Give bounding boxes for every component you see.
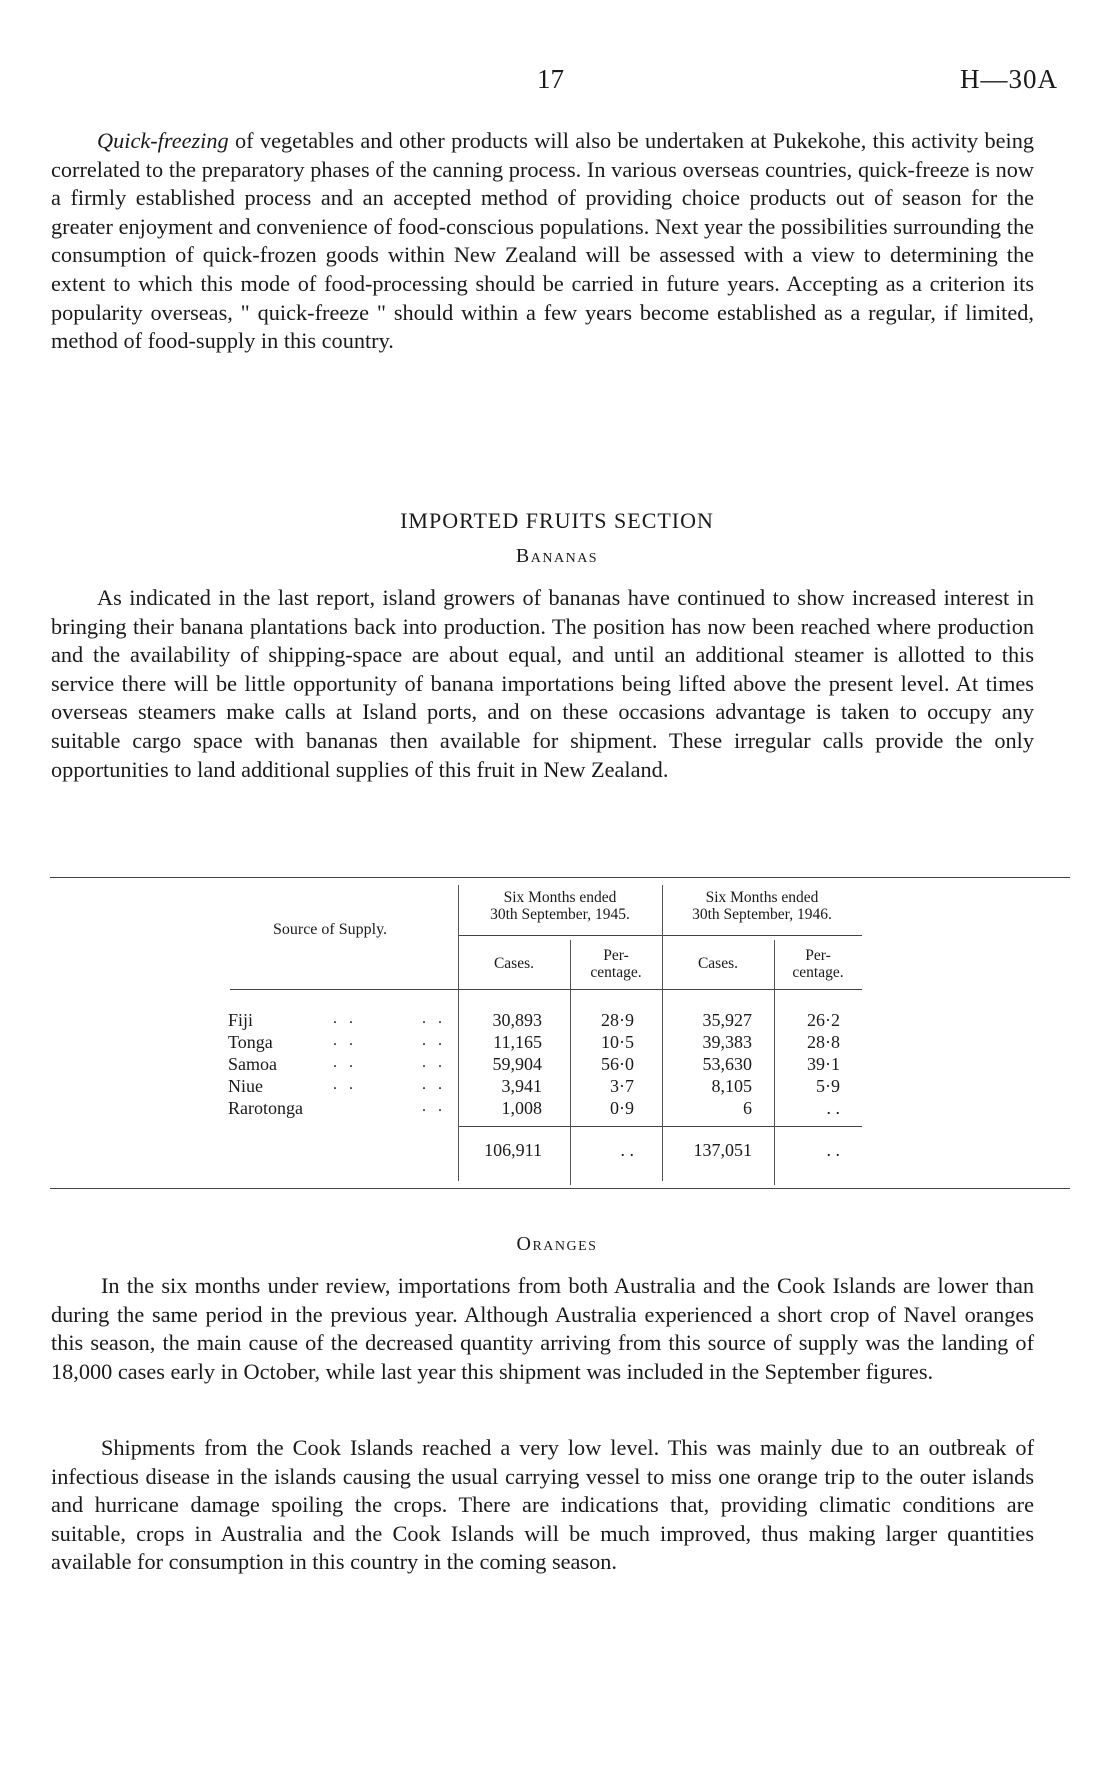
pct-1945: 56·0 — [601, 1054, 634, 1074]
document-reference: H—30A — [960, 64, 1058, 94]
table-top-rule — [50, 877, 1070, 878]
leader-dots: . . — [422, 1054, 446, 1071]
period-1946-line2: 30th September, 1946. — [692, 906, 832, 923]
cases-1945: 3,941 — [501, 1076, 542, 1096]
quick-freeze-text: of vegetables and other products will also be undertaken at Pukekohe, this activity being correlated to the preparatory phases of the canning process. In various overseas countries, quick-freeze is now a firmly established process and an accepted method of providing choice products out of season for the greater enjoyment and convenience of food-conscious populations. Next year the possibilities surrounding the consumption of quick-frozen goods within New Zealand will be assessed with a view to determining the extent to which this mode of food-processing should be carried in future years. Accepting as a criterion its popularity overseas, " quick-freeze " should within a few years become established as a regular, if limited, method of food-supply in this country. — [51, 128, 1034, 354]
source-name: Niue — [228, 1076, 263, 1096]
cases-1946-header: Cases. — [697, 955, 739, 972]
oranges-heading: Oranges — [516, 1233, 598, 1255]
cases-1945: 1,008 — [501, 1098, 542, 1118]
pct-1946-line1: Per- — [805, 947, 831, 964]
cases-1945: 59,904 — [492, 1054, 542, 1074]
pct-1945-header — [570, 947, 662, 981]
bananas-heading: Bananas — [515, 545, 599, 567]
source-header: Source of Supply. — [272, 921, 388, 938]
cases-1945: 30,893 — [492, 1010, 542, 1030]
total-cases-1946: 137,051 — [693, 1140, 752, 1160]
pct-1946: . . — [826, 1098, 840, 1118]
pct-1945: 28·9 — [601, 1010, 634, 1030]
total-pct-1946: . . — [826, 1140, 840, 1160]
leader-dots: . . — [422, 1076, 446, 1093]
quick-freeze-lead: Quick-freezing — [97, 128, 229, 153]
cases-1946: 8,105 — [711, 1076, 752, 1096]
total-pct-1945: . . — [620, 1140, 634, 1160]
pct-1945: 10·5 — [601, 1032, 634, 1052]
table-header-rule — [230, 989, 862, 990]
leader-dots: . . — [333, 1010, 357, 1027]
cases-1946: 6 — [743, 1098, 752, 1118]
leader-dots: . . — [333, 1032, 357, 1049]
source-name: Tonga — [228, 1032, 273, 1052]
period-1945-line1: Six Months ended — [503, 889, 617, 906]
source-name: Fiji — [228, 1010, 254, 1030]
cases-1946: 39,383 — [702, 1032, 752, 1052]
page-number: 17 — [537, 64, 564, 94]
page-header — [0, 64, 1114, 104]
pct-1946: 5·9 — [816, 1076, 840, 1096]
source-name: Rarotonga — [228, 1098, 303, 1118]
pct-1946-line2: centage. — [792, 964, 844, 981]
pct-1946-header — [774, 947, 862, 981]
leader-dots: . . — [422, 1098, 446, 1115]
cases-1946: 53,630 — [702, 1054, 752, 1074]
pct-1945: 0·9 — [610, 1098, 634, 1118]
oranges-paragraph-2: Shipments from the Cook Islands reached a very low level. This was mainly due to an outbreak of infectious disease in the islands causing the usual carrying vessel to miss one orange trip to the outer islands and hurricane damage spoiling the crops. There are indications that, providing climatic conditions are suitable, crops in Australia and the Cook Islands will be much improved, thus making larger quantities available for consumption in this country in the coming season. — [51, 1435, 1034, 1575]
oranges-paragraph-1: In the six months under review, importations from both Australia and the Cook Islands are lower than during the same period in the previous year. Although Australia experienced a short crop of Navel oranges this season, the main cause of the decreased quantity arriving from this source of supply was the landing of 18,000 cases early in October, while last year this shipment was included in the September figures. — [51, 1273, 1034, 1384]
period-1945-header — [458, 889, 662, 923]
pct-1946: 26·2 — [807, 1010, 840, 1030]
leader-dots: . . — [333, 1076, 357, 1093]
total-cases-1945: 106,911 — [484, 1140, 542, 1160]
pct-1945-line1: Per- — [603, 947, 629, 964]
section-title: IMPORTED FRUITS SECTION — [400, 508, 714, 533]
source-name: Samoa — [228, 1054, 277, 1074]
table-bottom-rule — [50, 1188, 1070, 1189]
cases-1946: 35,927 — [702, 1010, 752, 1030]
table-total-rule — [458, 1126, 862, 1127]
period-1946-line1: Six Months ended — [705, 889, 819, 906]
leader-dots: . . — [422, 1010, 446, 1027]
pct-1946: 28·8 — [807, 1032, 840, 1052]
leader-dots: . . — [422, 1032, 446, 1049]
pct-1946: 39·1 — [807, 1054, 840, 1074]
quick-freeze-paragraph — [51, 127, 1034, 356]
pct-1945-line2: centage. — [590, 964, 642, 981]
period-1946-header — [662, 889, 862, 923]
cases-1945: 11,165 — [493, 1032, 542, 1052]
table-subheader-rule — [458, 935, 862, 936]
period-1945-line2: 30th September, 1945. — [490, 906, 630, 923]
pct-1945: 3·7 — [610, 1076, 634, 1096]
leader-dots: . . — [333, 1054, 357, 1071]
cases-1945-header: Cases. — [493, 955, 535, 972]
bananas-paragraph: As indicated in the last report, island growers of bananas have continued to show increased interest in bringing their banana plantations back into production. The position has now been reached where production and the availability of shipping-space are about equal, and until an additional steamer is allotted to this service there will be little opportunity of banana importations being lifted above the present level. At times overseas steamers make calls at Island ports, and on these occasions advantage is taken to occupy any suitable cargo space with bananas then available for shipment. These irregular calls provide the only opportunities to land additional supplies of this fruit in New Zealand. — [51, 585, 1034, 782]
